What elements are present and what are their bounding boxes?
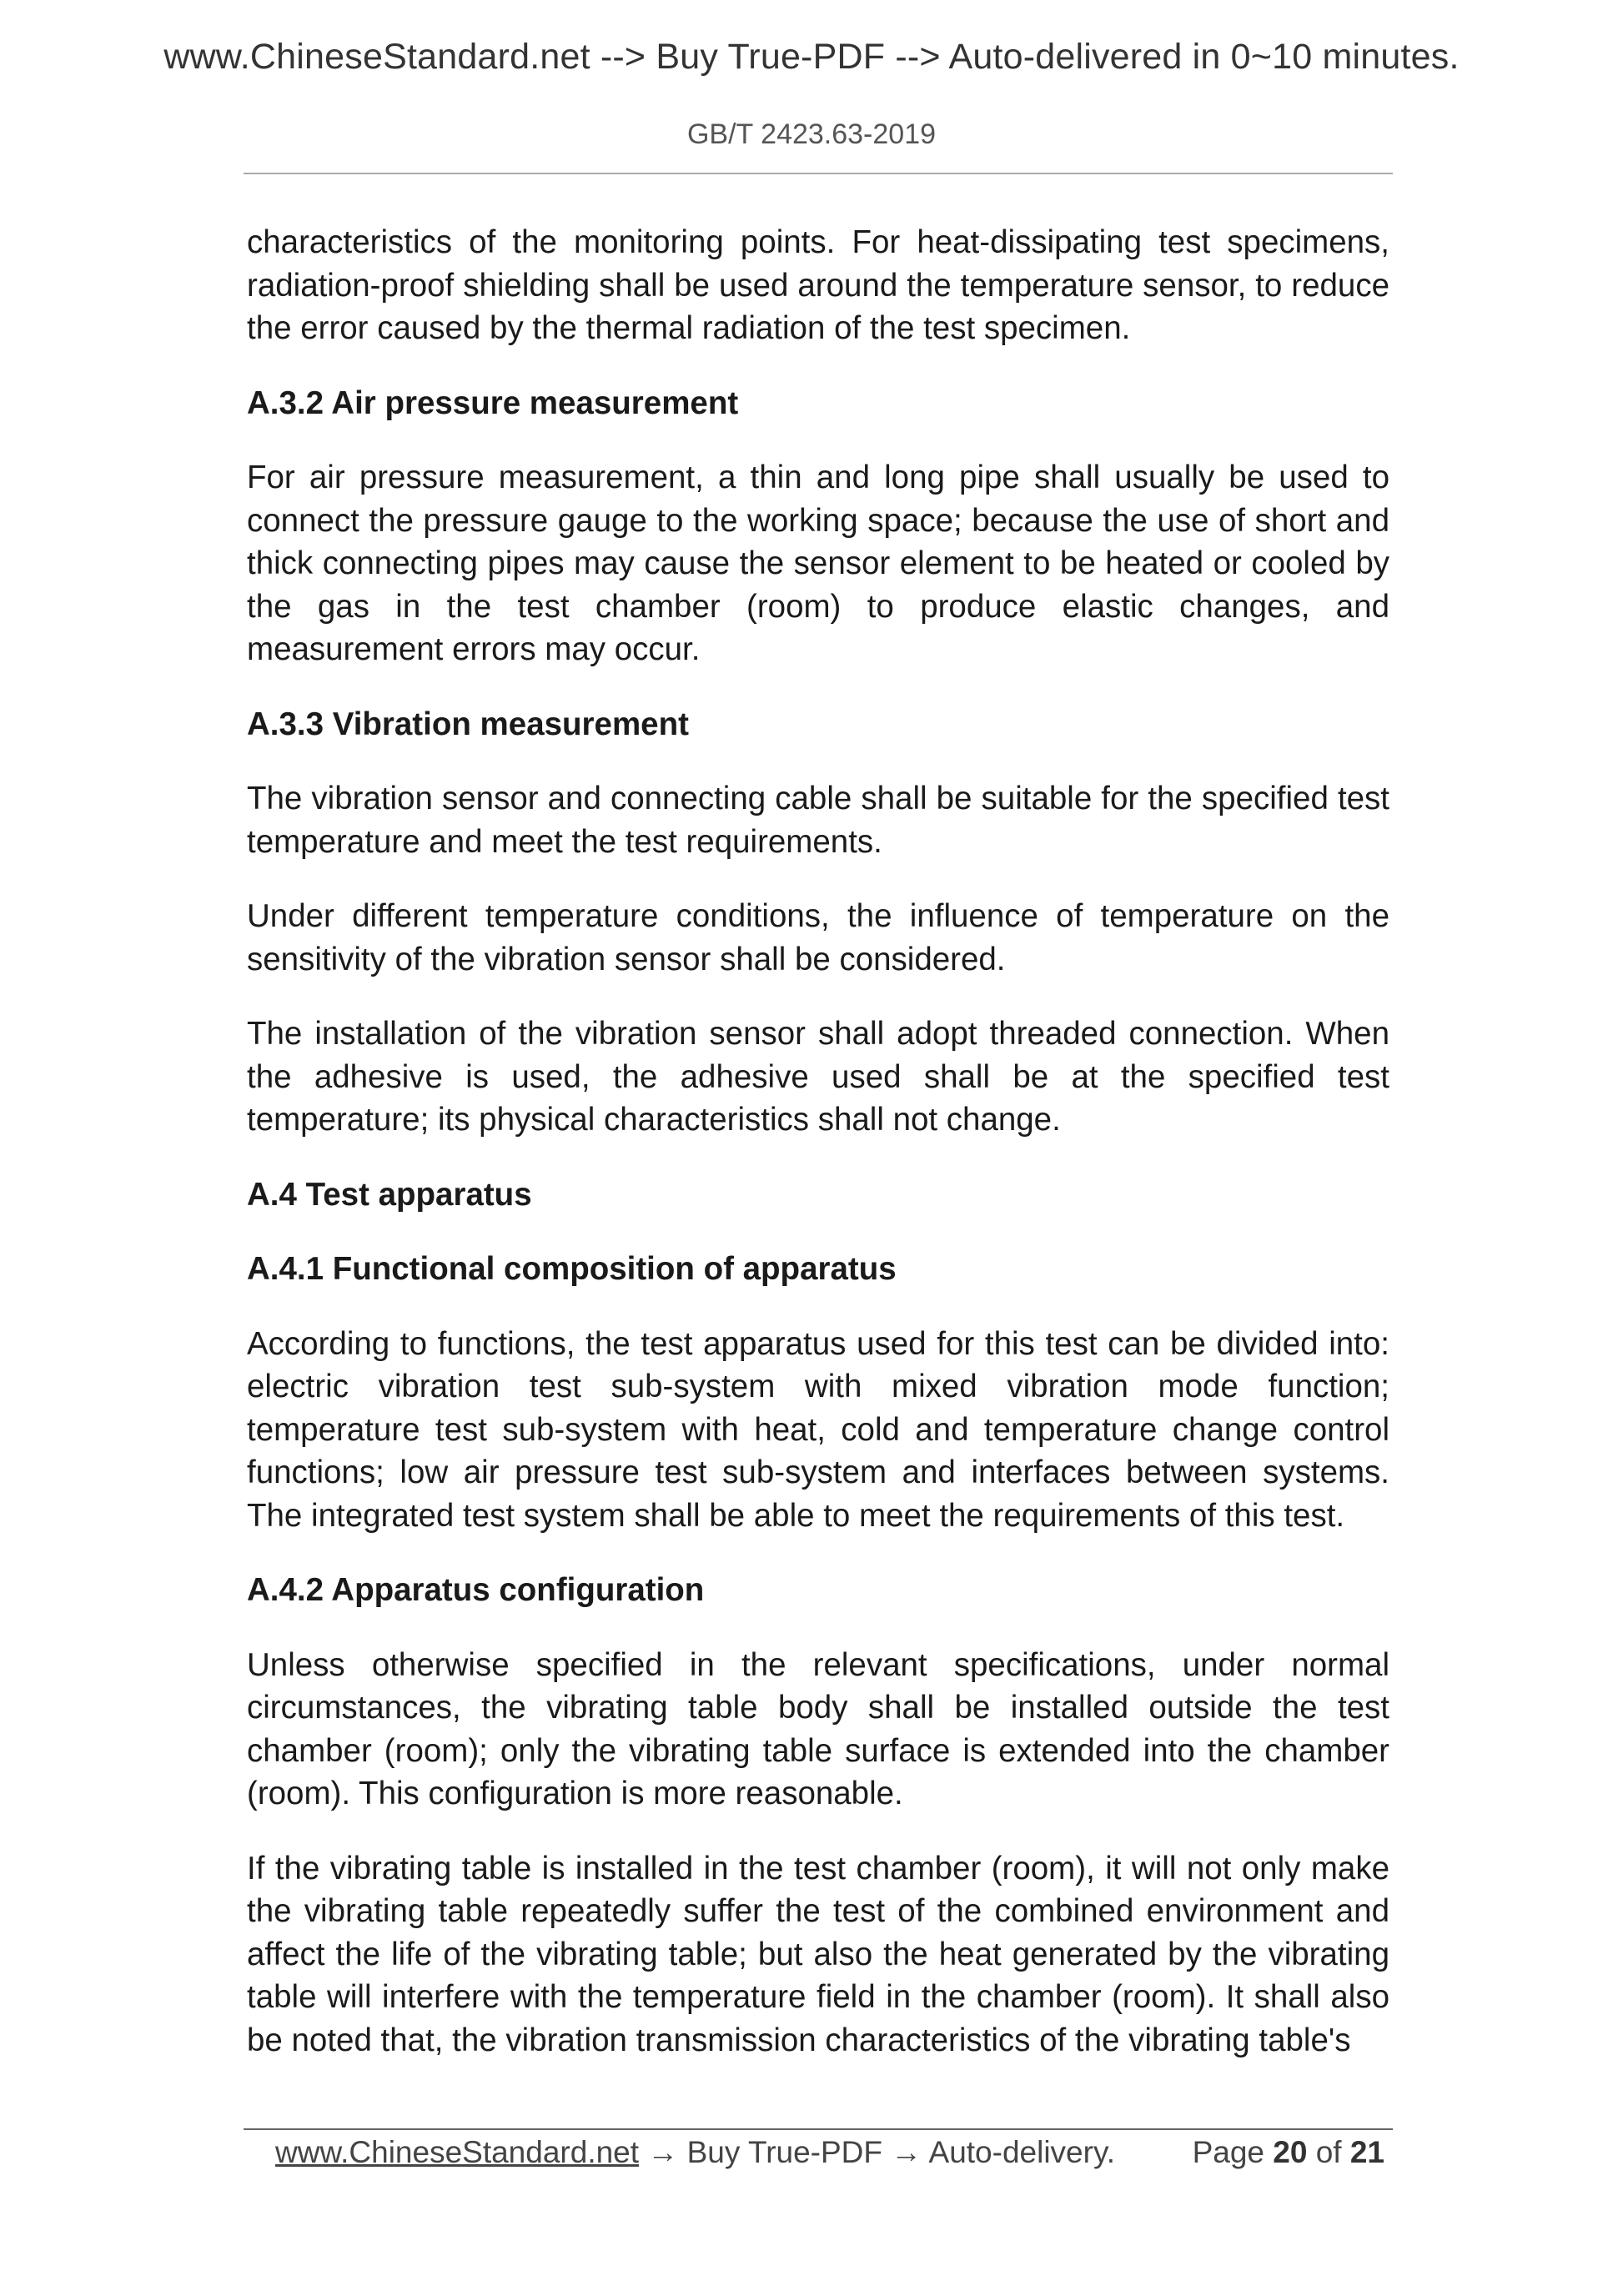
footer-site-link[interactable]: www.ChineseStandard.net (275, 2135, 640, 2169)
heading-a-3-3: A.3.3 Vibration measurement (247, 706, 689, 742)
document-id: GB/T 2423.63-2019 (686, 118, 937, 150)
paragraph-vibration-sensor-cable: The vibration sensor and connecting cable shall be suitable for the specified test temperature and meet the test requirements. (247, 781, 1389, 860)
heading-a-3-2: A.3.2 Air pressure measurement (247, 384, 739, 421)
document-body (247, 221, 1389, 2093)
page-total: 21 (1349, 2135, 1384, 2169)
paragraph-temperature-influence: Under different temperature conditions, the influence of temperature on the sensitivity of the vibration sensor shall be considered. (247, 898, 1389, 977)
paragraph-air-pressure: For air pressure measurement, a thin and long pipe shall usually be used to connect the pressure gauge to the working space; because the use of short and thick connecting pipes may cause the sensor element to be heated or cooled by the gas in the test chamber (room) to produce elastic changes, and measurement errors may occur. (247, 460, 1389, 667)
heading-a-4: A.4 Test apparatus (247, 1176, 532, 1213)
page-current: 20 (1273, 2135, 1308, 2169)
arrow-right-icon: → (891, 2135, 922, 2169)
heading-a-4-1: A.4.1 Functional composition of apparatus (247, 1251, 897, 1287)
page-label: Page (1192, 2135, 1264, 2169)
header-divider (244, 173, 1393, 174)
heading-a-4-2: A.4.2 Apparatus configuration (247, 1572, 705, 1608)
footer-delivery-text: Auto-delivery. (922, 2135, 1115, 2169)
top-banner: www.ChineseStandard.net --> Buy True-PDF --> Auto-delivered in 0~10 minutes. (163, 37, 1460, 77)
page-indicator (1193, 2135, 1384, 2170)
paragraph-apparatus-configuration: Unless otherwise specified in the relevant specifications, under normal circumstances, the vibrating table body shall be installed outside the test chamber (room); only the vibrating table surface is extended into the chamber (room). This configuration is more reasonable. (247, 1646, 1389, 1811)
footer-divider (244, 2128, 1393, 2130)
arrow-right-icon: → (647, 2135, 679, 2169)
footer (275, 2135, 1384, 2170)
paragraph-sensor-installation: The installation of the vibration sensor shall adopt threaded connection. When the adhesive is used, the adhesive used shall be at the specified test temperature; its physical characteristics shall not change. (247, 1016, 1389, 1138)
paragraph-vibrating-table-inside: If the vibrating table is installed in the test chamber (room), it will not only make the vibrating table repeatedly suffer the test of the combined environment and affect the life of the vibrating table; but also the heat generated by the vibrating table will interfere with the temperature field in the chamber (room). It shall also be noted that, the vibration transmission characteristics of the vibrating table's (247, 1850, 1389, 2058)
footer-buy-text: Buy True-PDF (678, 2135, 892, 2169)
paragraph-monitoring-points: characteristics of the monitoring points. For heat-dissipating test specimens, radiation-proof shielding shall be used around the temperature sensor, to reduce the error caused by the thermal radiation of the test specimen. (247, 224, 1389, 346)
paragraph-functional-composition: According to functions, the test apparatus used for this test can be divided into: electric vibration test sub-system with mixed vibration mode function; temperature test sub-system with heat, cold and temperature change control functions; low air pressure test sub-system and interfaces between systems. The integrated test system shall be able to meet the requirements of this test. (247, 1325, 1389, 1534)
page-of: of (1315, 2135, 1342, 2169)
